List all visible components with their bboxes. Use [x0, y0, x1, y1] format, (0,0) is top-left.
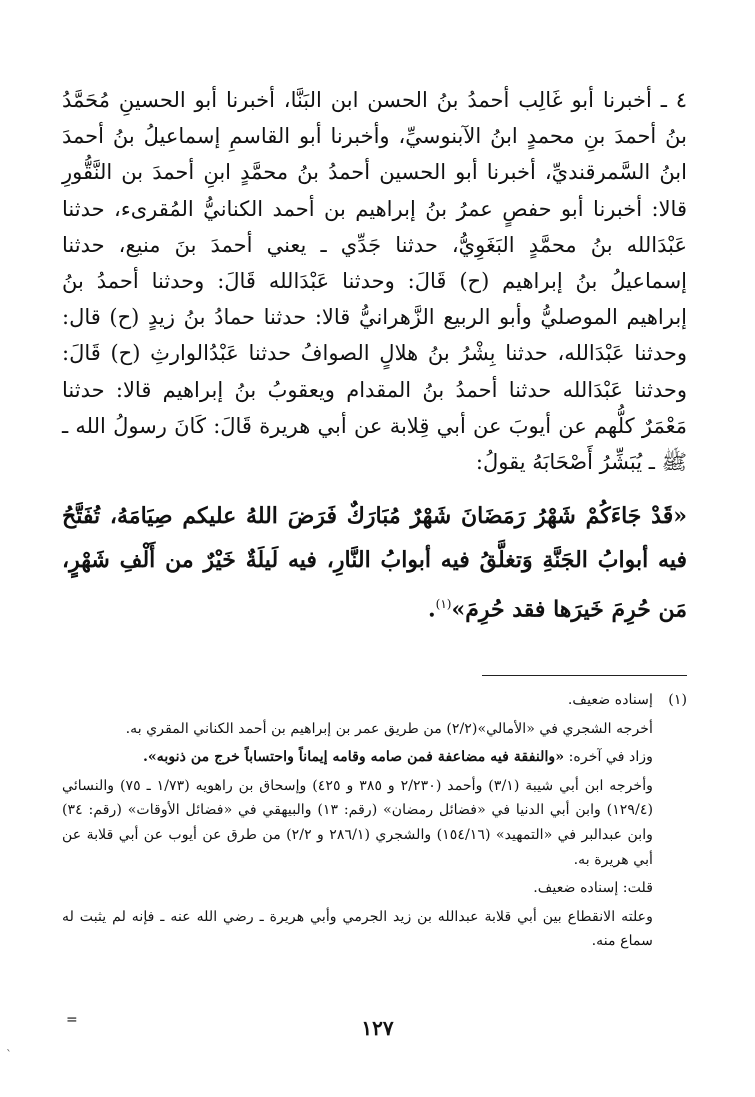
- footnote-body: [62, 688, 653, 958]
- hadith-body: «قَدْ جَاءَكُمْ شَهْرُ رَمَضَانَ شَهْرٌ مُبَارَكٌ فَرَضَ اللهُ عليكم صِيَامَهُ، تُفَتَّحُ فيه أبوابُ الجَنَّةِ وَتغلَّقُ فيه أبوابُ النَّارِ، فيه لَيلَةٌ خَيْرٌ من أَلْفِ شَهْرٍ، مَن حُرِمَ خَيرَها فقد حُرِمَ»: [62, 503, 687, 623]
- footnote-qultu: قلت: إسناده ضعيف.: [533, 880, 653, 897]
- footnote-line: إسناده ضعيف.: [567, 692, 653, 708]
- footnote-addition-quote: «والنفقة فيه مضاعفة فمن صامه وقامه إيماناً واحتساباً خرج من ذنوبه».: [142, 749, 565, 766]
- footnotes: [62, 688, 687, 958]
- page-number: ١٢٧: [361, 1016, 394, 1040]
- hadith-end: .: [427, 596, 436, 623]
- hadith-text: [62, 494, 687, 631]
- footnote-addition: [62, 745, 653, 770]
- main-paragraph: ٤ ـ أخبرنا أبو غَالِب أحمدُ بنُ الحسن ابن البَنَّا، أخبرنا أبو الحسينِ مُحَمَّدُ بنُ أحمدَ بنِ محمدٍ ابنُ الآبنوسيِّ، وأخبرنا أبو القاسمِ إسماعيلُ بنُ أحمدَ ابنُ السَّمرقنديِّ، أخبرنا أبو الحسين أحمدُ بنُ محمَّدٍ ابنِ أحمدَ بن النَّقُّورِ قالا: أخبرنا أبو حفصٍ عمرُ بنُ إبراهيم بن أحمد الكنانيُّ المُقرىء، حدثنا عَبْدَالله بنُ محمَّدٍ البَغَوِيُّ، حدثنا جَدِّي ـ يعني أحمدَ بنَ منيع، حدثنا إسماعيلُ بنُ إبراهيم (ح) قَالَ: وحدثنا عَبْدَالله قَالَ: وحدثنا أحمدُ بنُ إبراهيم الموصليُّ وأبو الربيع الزَّهرانيُّ قالا: حدثنا حمادُ بنُ زيدٍ (ح) قال: وحدثنا عَبْدَالله، حدثنا بِشْرُ بنُ هلالٍ الصوافُ حدثنا عَبْدُالوارثِ (ح) قَالَ: وحدثنا عَبْدَالله حدثنا أحمدُ بنُ المقدام ويعقوبُ بنُ إبراهيم قالا: حدثنا مَعْمَرٌ كلُّهم عن أيوبَ عن أبي قِلابة عن أبي هريرة قَالَ: كَانَ رسولُ الله ـ ﷺ ـ يُبَشِّرُ أَصْحَابَهُ يقولُ:: [62, 88, 687, 475]
- page-body: [62, 82, 687, 950]
- footnote-1: [62, 688, 687, 958]
- footnote-sources: وأخرجه ابن أبي شيبة (٣/١) وأحمد (٢/٢٣٠ و ٣٨٥ و ٤٢٥) وإسحاق بن راهويه (١/٧٣ ـ ٧٥) والنسائي (١٢٩/٤) وابن أبي الدنيا في «فضائل رمضان» (رقم: ١٣) والبيهقي في «فضائل الأوقات» (رقم: ٣٤) وابن عبدالبر في «التمهيد» (١٥٤/١٦) والشجري (٢٨٦/١ و ٢/٢) من طرق عن أيوب عن أبي قلابة عن أبي هريرة به.: [62, 777, 654, 868]
- footnote-number: (١): [668, 692, 687, 708]
- footnote-illa: وعلته الانقطاع بين أبي قلابة عبدالله بن زيد الجرمي وأبي هريرة ـ رضي الله عنه ـ فإنه لم يثبت له سماع منه.: [62, 908, 653, 950]
- continuation-mark: =: [66, 1012, 78, 1028]
- footnote-reference[interactable]: (١): [435, 597, 452, 612]
- corner-mark: `: [6, 1048, 12, 1062]
- footnote-addition-prefix: وزاد في آخره:: [564, 749, 653, 766]
- footnote-line: أخرجه الشجري في «الأمالي»(٢/٢) من طريق عمر بن إبراهيم بن أحمد الكناني المقري به.: [125, 720, 653, 737]
- footnote-divider: [482, 675, 687, 676]
